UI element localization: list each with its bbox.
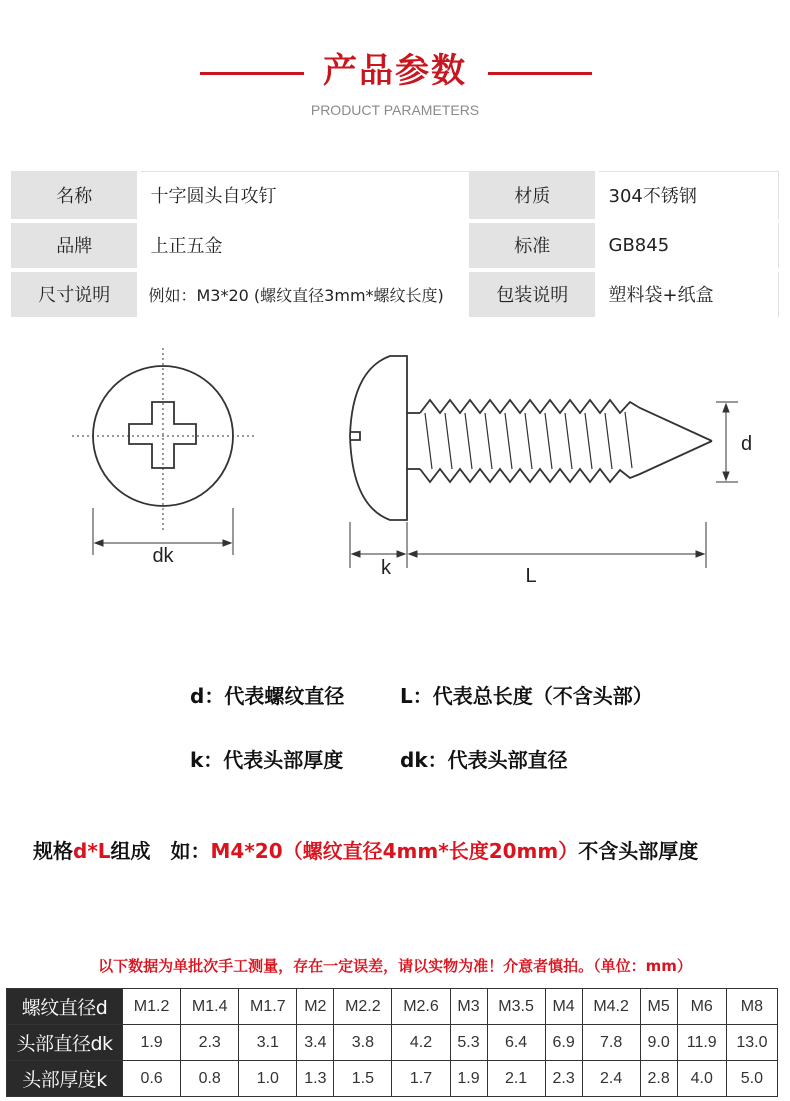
param-value: 304不锈钢 bbox=[597, 172, 779, 221]
size-cell: M4.2 bbox=[582, 989, 640, 1025]
size-cell: 2.3 bbox=[181, 1025, 239, 1061]
size-cell: 3.4 bbox=[297, 1025, 334, 1061]
param-label: 包装说明 bbox=[470, 270, 597, 319]
size-table-row bbox=[7, 1025, 778, 1061]
param-value: 上正五金 bbox=[139, 221, 470, 270]
size-cell: 13.0 bbox=[726, 1025, 777, 1061]
size-cell: 9.0 bbox=[640, 1025, 677, 1061]
page-title: 产品参数 bbox=[323, 51, 467, 91]
param-label: 尺寸说明 bbox=[12, 270, 139, 319]
size-cell: M2.6 bbox=[392, 989, 450, 1025]
size-cell: M3.5 bbox=[487, 989, 545, 1025]
spec-suffix: 不含头部厚度 bbox=[578, 839, 699, 863]
spec-dl: d*L bbox=[73, 839, 111, 863]
size-cell: M4 bbox=[545, 989, 582, 1025]
size-cell: M1.2 bbox=[123, 989, 181, 1025]
size-cell: 1.5 bbox=[334, 1061, 392, 1097]
param-value: GB845 bbox=[597, 221, 779, 270]
params-row bbox=[12, 172, 779, 221]
param-value: 塑料袋+纸盒 bbox=[597, 270, 779, 319]
page-subtitle: PRODUCT PARAMETERS bbox=[310, 102, 480, 118]
size-cell: 3.8 bbox=[334, 1025, 392, 1061]
desc-d: d：代表螺纹直径 bbox=[190, 684, 345, 708]
spec-line bbox=[33, 835, 698, 864]
param-value: 十字圆头自攻钉 bbox=[139, 172, 470, 221]
size-cell: 2.8 bbox=[640, 1061, 677, 1097]
size-cell: 2.4 bbox=[582, 1061, 640, 1097]
label-L: L bbox=[525, 565, 537, 587]
size-cell: 6.9 bbox=[545, 1025, 582, 1061]
size-cell: 5.0 bbox=[726, 1061, 777, 1097]
param-label: 名称 bbox=[12, 172, 139, 221]
size-cell: 1.9 bbox=[123, 1025, 181, 1061]
size-cell: 1.9 bbox=[450, 1061, 487, 1097]
size-cell: 0.6 bbox=[123, 1061, 181, 1097]
size-table bbox=[6, 988, 778, 1097]
screw-top-view bbox=[72, 348, 256, 555]
size-cell: 6.4 bbox=[487, 1025, 545, 1061]
size-cell: M2 bbox=[297, 989, 334, 1025]
measurement-note: 以下数据为单批次手工测量，存在一定误差，请以实物为准！介意者慎拍。（单位：mm） bbox=[98, 957, 692, 975]
params-row bbox=[12, 221, 779, 270]
size-table-row bbox=[7, 989, 778, 1025]
size-cell: 0.8 bbox=[181, 1061, 239, 1097]
size-cell: 3.1 bbox=[239, 1025, 297, 1061]
param-value: 例如：M3*20 (螺纹直径3mm*螺纹长度) bbox=[139, 270, 470, 319]
size-cell: M2.2 bbox=[334, 989, 392, 1025]
size-cell: 4.0 bbox=[677, 1061, 726, 1097]
size-table-row bbox=[7, 1061, 778, 1097]
param-label: 标准 bbox=[470, 221, 597, 270]
size-cell: 2.3 bbox=[545, 1061, 582, 1097]
params-row bbox=[12, 270, 779, 319]
size-cell: M6 bbox=[677, 989, 726, 1025]
size-cell: M1.7 bbox=[239, 989, 297, 1025]
size-cell: 1.0 bbox=[239, 1061, 297, 1097]
screw-side-view bbox=[350, 356, 712, 520]
params-table bbox=[11, 171, 779, 321]
spec-mid: 组成 如： bbox=[110, 839, 211, 863]
desc-k: k：代表头部厚度 bbox=[190, 748, 344, 772]
desc-L: L：代表总长度（不含头部） bbox=[400, 684, 653, 708]
label-dk: dk bbox=[152, 545, 174, 567]
size-cell: 1.3 bbox=[297, 1061, 334, 1097]
size-cell: 7.8 bbox=[582, 1025, 640, 1061]
size-row-header: 头部厚度k bbox=[7, 1061, 123, 1097]
size-cell: 2.1 bbox=[487, 1061, 545, 1097]
size-cell: 4.2 bbox=[392, 1025, 450, 1061]
size-cell: M5 bbox=[640, 989, 677, 1025]
screw-diagram bbox=[0, 340, 790, 600]
param-label: 品牌 bbox=[12, 221, 139, 270]
size-cell: 5.3 bbox=[450, 1025, 487, 1061]
size-cell: 1.7 bbox=[392, 1061, 450, 1097]
size-cell: M8 bbox=[726, 989, 777, 1025]
section-header bbox=[0, 40, 790, 118]
size-cell: M1.4 bbox=[181, 989, 239, 1025]
desc-dk: dk：代表头部直径 bbox=[400, 748, 568, 772]
size-cell: M3 bbox=[450, 989, 487, 1025]
spec-prefix: 规格 bbox=[33, 839, 73, 863]
size-row-header: 头部直径dk bbox=[7, 1025, 123, 1061]
label-k: k bbox=[381, 557, 391, 579]
param-label: 材质 bbox=[470, 172, 597, 221]
label-d: d bbox=[741, 433, 753, 455]
header-line-right bbox=[488, 72, 592, 75]
size-cell: 11.9 bbox=[677, 1025, 726, 1061]
header-line-left bbox=[200, 72, 304, 75]
size-row-header: 螺纹直径d bbox=[7, 989, 123, 1025]
spec-example: M4*20（螺纹直径4mm*长度20mm） bbox=[210, 839, 579, 863]
